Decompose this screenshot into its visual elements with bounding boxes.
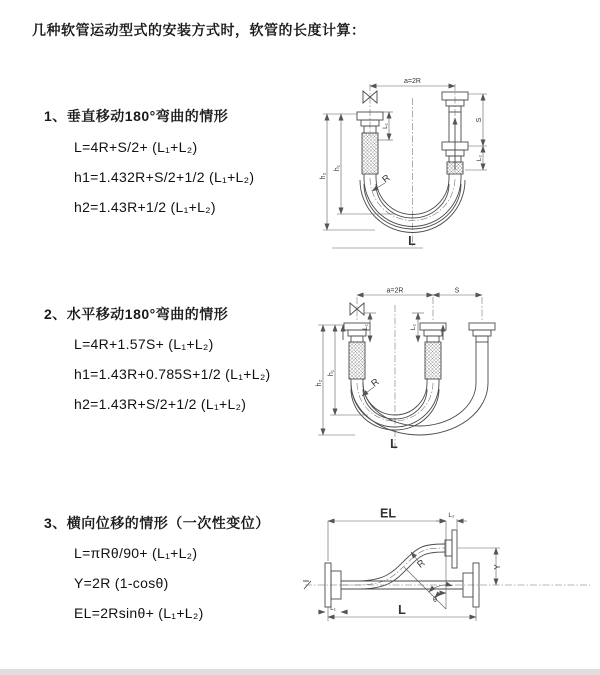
dim-label-l2: L₂ bbox=[476, 154, 483, 162]
radius-label: R bbox=[369, 376, 382, 390]
diagram-horizontal-180 bbox=[310, 285, 595, 460]
length-label: L bbox=[408, 234, 416, 248]
dim-label-h1: h₁ bbox=[334, 164, 341, 172]
section-1-formula-L: L=4R+S/2+ (L₁+L₂) bbox=[74, 139, 198, 155]
dim-label-l2: L₂ bbox=[448, 512, 455, 519]
diagram-lateral-displacement bbox=[300, 505, 598, 655]
dim-label-a2r: a=2R bbox=[404, 78, 421, 85]
dim-label-l2: L₂ bbox=[410, 323, 417, 331]
dim-label-l: L bbox=[398, 603, 406, 617]
dim-label-s: S bbox=[476, 117, 483, 123]
dim-label-el: EL bbox=[380, 506, 396, 521]
dim-label-l1: L₁ bbox=[382, 123, 389, 129]
radius-label: R bbox=[380, 172, 393, 186]
length-label: L bbox=[390, 437, 398, 451]
dim-label-h2: h₂ bbox=[316, 379, 323, 387]
page-bottom-edge bbox=[0, 669, 600, 675]
section-3-heading: 3、横向位移的情形（一次性变位） bbox=[44, 515, 270, 531]
section-1-formula-h1: h1=1.432R+S/2+1/2 (L₁+L₂) bbox=[74, 169, 255, 185]
braided-section-left bbox=[349, 342, 365, 379]
section-1-heading: 1、垂直移动180°弯曲的情形 bbox=[44, 108, 229, 124]
dim-label-l1: L₁ bbox=[330, 605, 336, 612]
centerlines bbox=[305, 548, 590, 585]
dim-label-l1: L₁ bbox=[362, 324, 369, 330]
dim-label-a2r: a=2R bbox=[386, 287, 404, 295]
angle-label: θ bbox=[433, 597, 437, 604]
section-2-formula-h1: h1=1.43R+0.785S+1/2 (L₁+L₂) bbox=[74, 366, 271, 382]
diagram-vertical-180 bbox=[315, 70, 590, 255]
section-3-formula-L: L=πRθ/90+ (L₁+L₂) bbox=[74, 545, 198, 561]
dim-label-h1: h₁ bbox=[328, 369, 335, 377]
dimension-lines bbox=[318, 295, 482, 435]
section-2-formula-L: L=4R+1.57S+ (L₁+L₂) bbox=[74, 336, 214, 352]
section-3-formula-EL: EL=2Rsinθ+ (L₁+L₂) bbox=[74, 605, 204, 621]
braided-section-left bbox=[362, 133, 378, 174]
braided-section-middle bbox=[425, 342, 441, 379]
section-1-formula-h2: h2=1.43R+1/2 (L₁+L₂) bbox=[74, 199, 216, 215]
section-3-formula-Y: Y=2R (1-cosθ) bbox=[74, 575, 169, 591]
dim-label-s: S bbox=[454, 287, 460, 295]
section-2-heading: 2、水平移动180°弯曲的情形 bbox=[44, 306, 229, 322]
hose-drawing bbox=[303, 530, 479, 607]
page-title: 几种软管运动型式的安装方式时，软管的长度计算： bbox=[32, 22, 366, 38]
radius-label: R bbox=[415, 557, 428, 571]
section-2-formula-h2: h2=1.43R+S/2+1/2 (L₁+L₂) bbox=[74, 396, 247, 412]
dim-label-y: Y bbox=[493, 564, 502, 570]
dim-label-h2: h₂ bbox=[320, 172, 327, 180]
